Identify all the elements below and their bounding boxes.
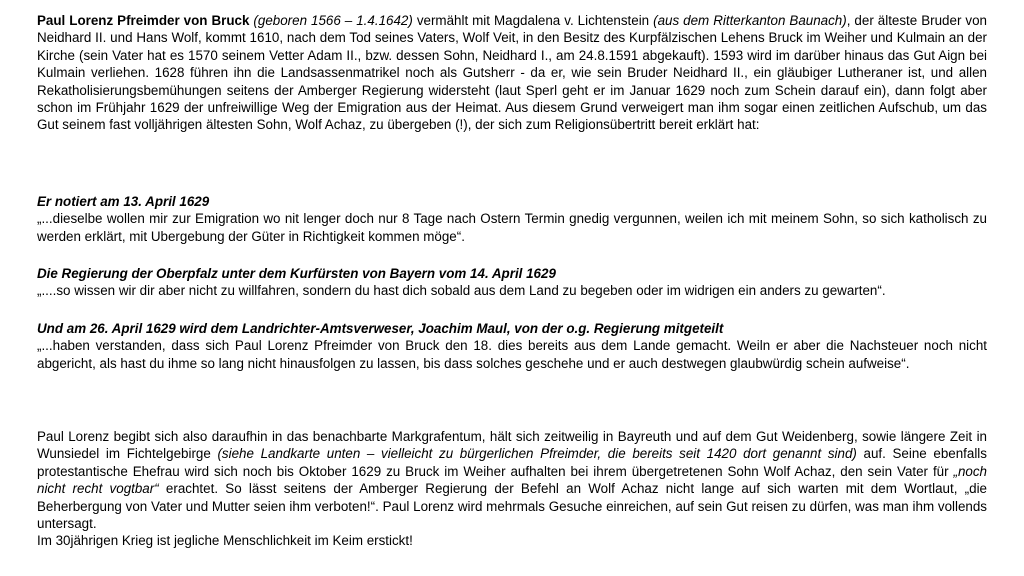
birth-dates: (geboren 1566 – 1.4.1642) <box>253 13 413 28</box>
section-quote: „...dieselbe wollen mir zur Emigration wo nit lenger doch nur 8 Tage nach Ostern Termin gnedig vergunnen, weilen ich mit meinem Sohn, so sich katholisch zu werden erklärt, mit Ubergebung der Güter in Richtigkeit kommen möge“. <box>37 211 987 244</box>
closing-line: Im 30jährigen Krieg ist jegliche Menschlichkeit im Keim erstickt! <box>37 533 413 549</box>
section-heading: Die Regierung der Oberpfalz unter dem Kurfürsten von Bayern vom 14. April 1629 <box>37 266 556 281</box>
section-quote: „....so wissen wir dir aber nicht zu willfahren, sondern du hast dich sobald aus dem Land zu begeben oder im widrigen ein anders zu gewarten“. <box>37 283 886 299</box>
outro-text-3: erachtet. So lässt seitens der Amberger Regierung der Befehl an Wolf Achaz nicht lange auf sich warten mit dem Wortlaut, „die Beherbergung von Vater und Mutter seien ihm verboten!“. Paul Lorenz wird mehrmals Gesuche einreichen, auf sein Gut reisen zu dürfen, was man ihm vollends untersagt. <box>37 481 988 532</box>
section-26-april <box>37 320 987 372</box>
intro-paragraph <box>37 12 987 134</box>
intro-text <box>37 12 987 134</box>
intro-text-1: vermählt mit Magdalena v. Lichtenstein <box>412 13 654 28</box>
section-heading: Und am 26. April 1629 wird dem Landrichter-Amtsverweser, Joachim Maul, von der o.g. Regierung mitgeteilt <box>37 321 724 336</box>
section-quote: „...haben verstanden, dass sich Paul Lorenz Pfreimder von Bruck den 18. dies bereits aus dem Lande gemacht. Weiln er aber die Nachsteuer noch nicht abgericht, als hast du ihme so lang nicht hinausfolgen zu lassen, bis dass solches geschehe und er auch destwegen glaubwürdig schein aufweise“. <box>37 338 987 371</box>
outro-text-2: auf. Seine ebenfalls protestantische Ehefrau wird sich noch bis Oktober 1629 zu Bruck im Weiher aufhalten bei ihrem übergetretenen Sohn Wolf Achaz, den sein Vater für <box>37 446 987 479</box>
person-name: Paul Lorenz Pfreimder von Bruck <box>37 13 250 28</box>
vogtbar-quote: „noch nicht recht vogtbar“ <box>37 463 987 497</box>
section-heading: Er notiert am 13. April 1629 <box>37 194 210 209</box>
outro-text <box>37 428 987 532</box>
map-note: (siehe Landkarte unten – vielleicht zu bürgerlichen Pfreimder, die bereits seit 1420 dort genannt sind) <box>217 446 857 462</box>
section-14-april <box>37 265 987 300</box>
outro-text-1: Paul Lorenz begibt sich also daraufhin in das benachbarte Markgrafentum, hält sich zeitweilig in Bayreuth und auf dem Gut Weidenberg, sowie längere Zeit in Wunsiedel im Fichtelgebirge <box>37 429 987 462</box>
outro-paragraph <box>37 428 987 550</box>
origin-note: (aus dem Ritterkanton Baunach) <box>653 13 847 28</box>
section-13-april <box>37 193 987 245</box>
intro-text-2: , der älteste Bruder von Neidhard II. und Hans Wolf, kommt 1610, nach dem Tod seines Vaters, Wolf Veit, in den Besitz des Kurpfälzischen Lehens Bruck im Weiher und Kulmain an der Kirche (sein Vater hat es 1570 seinem Vetter Adam II., bzw. dessen Sohn, Neidhard I., am 24.8.1591 abgekauft). 1593 wird im darüber hinaus das Gut Aign bei Kulmain verliehen. 1628 führen ihn die Landsassenmatrikel noch als Gutsherr - da er, wie sein Bruder Neidhard II., ein gläubiger Lutheraner ist, und allen Rekatholisierungsbemühungen seitens der Amberger Regierung widersteht (laut Sperl geht er im Januar 1629 noch zum Schein darauf ein), dann folgt aber schon im Frühjahr 1629 der unfreiwillige Weg der Emigration aus der Heimat. Aus diesem Grund verweigert man ihm sogar einen zeitlichen Aufschub, um das Gut seinem fast volljährigen ältesten Sohn, Wolf Achaz, zu übergeben (!), der sich zum Religionsübertritt bereit erklärt hat: <box>37 13 987 133</box>
